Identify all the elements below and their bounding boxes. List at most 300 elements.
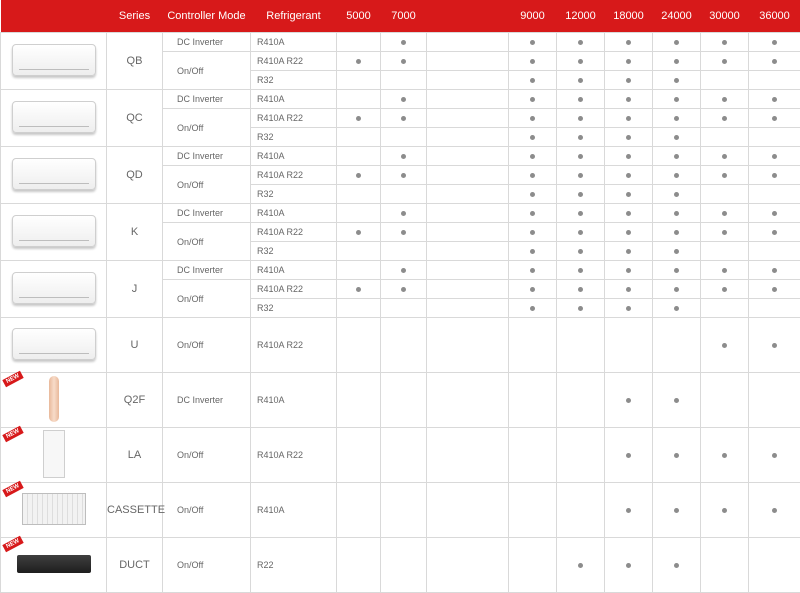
availability-dot-icon xyxy=(626,398,631,403)
capacity-cell xyxy=(557,299,605,318)
availability-dot-icon xyxy=(772,116,777,121)
header-cell: 24000 xyxy=(653,0,701,33)
capacity-cell xyxy=(509,52,557,71)
capacity-cell xyxy=(509,242,557,261)
capacity-cell xyxy=(749,204,800,223)
capacity-cell xyxy=(381,483,427,538)
availability-dot-icon xyxy=(530,268,535,273)
availability-dot-icon xyxy=(530,192,535,197)
availability-dot-icon xyxy=(674,453,679,458)
capacity-cell xyxy=(557,280,605,299)
capacity-cell xyxy=(337,261,381,280)
capacity-cell xyxy=(557,261,605,280)
capacity-cell xyxy=(701,90,749,109)
capacity-cell xyxy=(557,52,605,71)
capacity-cell xyxy=(509,299,557,318)
availability-dot-icon xyxy=(356,287,361,292)
capacity-cell xyxy=(749,373,800,428)
refrigerant: R22 xyxy=(251,538,337,593)
capacity-cell xyxy=(337,223,381,242)
controller-mode: On/Off xyxy=(163,223,251,261)
availability-dot-icon xyxy=(626,173,631,178)
capacity-cell xyxy=(381,204,427,223)
availability-dot-icon xyxy=(674,59,679,64)
wall-split-ac-icon xyxy=(12,272,96,304)
capacity-cell xyxy=(381,538,427,593)
capacity-cell xyxy=(337,299,381,318)
refrigerant: R410A xyxy=(251,373,337,428)
availability-dot-icon xyxy=(356,230,361,235)
series-name: K xyxy=(107,204,163,261)
availability-dot-icon xyxy=(530,249,535,254)
wall-split-ac-icon xyxy=(12,328,96,360)
cassette-ac-icon xyxy=(22,493,86,525)
capacity-cell xyxy=(427,299,509,318)
capacity-cell xyxy=(427,128,509,147)
refrigerant: R410A R22 xyxy=(251,428,337,483)
series-name: CASSETTE xyxy=(107,483,163,538)
capacity-cell xyxy=(653,428,701,483)
capacity-cell xyxy=(749,128,800,147)
controller-mode: On/Off xyxy=(163,52,251,90)
capacity-cell xyxy=(381,428,427,483)
availability-dot-icon xyxy=(722,453,727,458)
capacity-cell xyxy=(509,318,557,373)
capacity-cell xyxy=(381,280,427,299)
availability-dot-icon xyxy=(772,268,777,273)
capacity-cell xyxy=(337,128,381,147)
header-cell: 30000 xyxy=(701,0,749,33)
capacity-cell xyxy=(605,299,653,318)
controller-mode: DC Inverter xyxy=(163,90,251,109)
refrigerant: R410A xyxy=(251,261,337,280)
availability-dot-icon xyxy=(772,287,777,292)
capacity-cell xyxy=(605,261,653,280)
capacity-cell xyxy=(749,261,800,280)
capacity-cell xyxy=(427,242,509,261)
capacity-cell xyxy=(337,538,381,593)
capacity-cell xyxy=(749,538,800,593)
product-image xyxy=(1,538,107,593)
availability-dot-icon xyxy=(401,230,406,235)
capacity-cell xyxy=(701,318,749,373)
series-name: QD xyxy=(107,147,163,204)
availability-dot-icon xyxy=(578,135,583,140)
controller-mode: On/Off xyxy=(163,538,251,593)
capacity-cell xyxy=(509,185,557,204)
header-cell xyxy=(1,0,107,33)
availability-dot-icon xyxy=(356,116,361,121)
controller-mode: On/Off xyxy=(163,280,251,318)
table-row xyxy=(1,90,800,109)
capacity-cell xyxy=(605,128,653,147)
capacity-cell xyxy=(605,90,653,109)
availability-dot-icon xyxy=(578,97,583,102)
availability-dot-icon xyxy=(722,154,727,159)
capacity-cell xyxy=(557,204,605,223)
capacity-cell xyxy=(605,71,653,90)
capacity-cell xyxy=(653,52,701,71)
header-cell: 5000 xyxy=(337,0,381,33)
availability-dot-icon xyxy=(772,211,777,216)
capacity-cell xyxy=(605,242,653,261)
availability-dot-icon xyxy=(674,78,679,83)
availability-dot-icon xyxy=(722,97,727,102)
capacity-cell xyxy=(653,538,701,593)
availability-dot-icon xyxy=(674,40,679,45)
capacity-cell xyxy=(701,428,749,483)
capacity-cell xyxy=(653,71,701,90)
availability-dot-icon xyxy=(530,230,535,235)
series-name: U xyxy=(107,318,163,373)
capacity-cell xyxy=(605,223,653,242)
capacity-cell xyxy=(557,428,605,483)
availability-dot-icon xyxy=(674,563,679,568)
refrigerant: R410A xyxy=(251,33,337,52)
availability-dot-icon xyxy=(530,306,535,311)
product-image xyxy=(1,261,107,318)
capacity-cell xyxy=(653,242,701,261)
refrigerant: R410A xyxy=(251,204,337,223)
table-row xyxy=(1,428,800,483)
capacity-cell xyxy=(337,90,381,109)
capacity-cell xyxy=(509,90,557,109)
availability-dot-icon xyxy=(578,154,583,159)
availability-dot-icon xyxy=(578,78,583,83)
refrigerant: R410A R22 xyxy=(251,52,337,71)
capacity-cell xyxy=(701,204,749,223)
availability-dot-icon xyxy=(530,173,535,178)
capacity-cell xyxy=(653,483,701,538)
capacity-cell xyxy=(605,185,653,204)
availability-dot-icon xyxy=(401,268,406,273)
capacity-cell xyxy=(605,52,653,71)
capacity-cell xyxy=(427,147,509,166)
availability-dot-icon xyxy=(772,453,777,458)
availability-dot-icon xyxy=(722,211,727,216)
capacity-cell xyxy=(701,166,749,185)
capacity-cell xyxy=(749,33,800,52)
capacity-cell xyxy=(381,318,427,373)
product-image xyxy=(1,33,107,90)
availability-dot-icon xyxy=(626,97,631,102)
capacity-cell xyxy=(701,147,749,166)
controller-mode: DC Inverter xyxy=(163,204,251,223)
capacity-cell xyxy=(509,71,557,90)
availability-dot-icon xyxy=(401,211,406,216)
availability-dot-icon xyxy=(578,59,583,64)
capacity-cell xyxy=(749,71,800,90)
wall-split-ac-icon xyxy=(12,158,96,190)
availability-dot-icon xyxy=(626,306,631,311)
capacity-cell xyxy=(653,166,701,185)
availability-dot-icon xyxy=(626,135,631,140)
availability-dot-icon xyxy=(578,211,583,216)
capacity-cell xyxy=(605,538,653,593)
capacity-cell xyxy=(701,299,749,318)
availability-dot-icon xyxy=(722,287,727,292)
refrigerant: R410A xyxy=(251,147,337,166)
table-row xyxy=(1,33,800,52)
capacity-cell xyxy=(701,223,749,242)
capacity-cell xyxy=(427,166,509,185)
availability-dot-icon xyxy=(722,59,727,64)
capacity-cell xyxy=(605,33,653,52)
availability-dot-icon xyxy=(722,343,727,348)
capacity-cell xyxy=(653,90,701,109)
capacity-cell xyxy=(337,166,381,185)
capacity-cell xyxy=(701,109,749,128)
availability-dot-icon xyxy=(578,192,583,197)
capacity-cell xyxy=(701,33,749,52)
availability-dot-icon xyxy=(626,268,631,273)
availability-dot-icon xyxy=(722,116,727,121)
capacity-cell xyxy=(557,483,605,538)
availability-dot-icon xyxy=(578,306,583,311)
series-name: LA xyxy=(107,428,163,483)
capacity-cell xyxy=(701,483,749,538)
availability-dot-icon xyxy=(626,453,631,458)
availability-dot-icon xyxy=(530,40,535,45)
capacity-cell xyxy=(653,318,701,373)
capacity-cell xyxy=(509,261,557,280)
capacity-cell xyxy=(749,166,800,185)
refrigerant: R410A xyxy=(251,90,337,109)
capacity-cell xyxy=(653,261,701,280)
availability-dot-icon xyxy=(401,173,406,178)
availability-dot-icon xyxy=(674,135,679,140)
capacity-cell xyxy=(701,280,749,299)
availability-dot-icon xyxy=(674,97,679,102)
availability-dot-icon xyxy=(674,306,679,311)
availability-dot-icon xyxy=(626,154,631,159)
availability-dot-icon xyxy=(578,116,583,121)
controller-mode: DC Inverter xyxy=(163,261,251,280)
capacity-cell xyxy=(749,90,800,109)
capacity-cell xyxy=(557,538,605,593)
availability-dot-icon xyxy=(530,135,535,140)
capacity-cell xyxy=(653,109,701,128)
capacity-cell xyxy=(557,223,605,242)
refrigerant: R32 xyxy=(251,128,337,147)
capacity-cell xyxy=(381,261,427,280)
controller-mode: On/Off xyxy=(163,109,251,147)
capacity-cell xyxy=(381,90,427,109)
header-cell: 12000 xyxy=(557,0,605,33)
availability-dot-icon xyxy=(674,249,679,254)
availability-dot-icon xyxy=(674,508,679,513)
capacity-cell xyxy=(749,280,800,299)
capacity-cell xyxy=(509,223,557,242)
capacity-cell xyxy=(381,52,427,71)
availability-dot-icon xyxy=(626,287,631,292)
header-cell: Refrigerant xyxy=(251,0,337,33)
availability-dot-icon xyxy=(401,97,406,102)
capacity-cell xyxy=(557,373,605,428)
availability-dot-icon xyxy=(722,40,727,45)
capacity-cell xyxy=(381,223,427,242)
controller-mode: On/Off xyxy=(163,318,251,373)
refrigerant: R410A R22 xyxy=(251,223,337,242)
capacity-cell xyxy=(381,128,427,147)
capacity-cell xyxy=(509,373,557,428)
table-row xyxy=(1,318,800,373)
capacity-cell xyxy=(557,128,605,147)
capacity-cell xyxy=(509,109,557,128)
capacity-cell xyxy=(337,71,381,90)
capacity-cell xyxy=(557,109,605,128)
refrigerant: R32 xyxy=(251,299,337,318)
capacity-cell xyxy=(557,90,605,109)
capacity-cell xyxy=(427,538,509,593)
capacity-cell xyxy=(701,373,749,428)
capacity-cell xyxy=(337,242,381,261)
capacity-cell xyxy=(701,242,749,261)
series-name: QB xyxy=(107,33,163,90)
availability-dot-icon xyxy=(674,173,679,178)
capacity-cell xyxy=(653,147,701,166)
capacity-cell xyxy=(337,428,381,483)
availability-dot-icon xyxy=(530,97,535,102)
capacity-cell xyxy=(701,538,749,593)
capacity-cell xyxy=(605,318,653,373)
table-row xyxy=(1,147,800,166)
capacity-cell xyxy=(605,204,653,223)
capacity-cell xyxy=(381,71,427,90)
availability-dot-icon xyxy=(356,59,361,64)
availability-dot-icon xyxy=(674,230,679,235)
capacity-cell xyxy=(509,483,557,538)
availability-dot-icon xyxy=(772,97,777,102)
series-name: QC xyxy=(107,90,163,147)
capacity-cell xyxy=(653,204,701,223)
availability-dot-icon xyxy=(626,249,631,254)
capacity-cell xyxy=(427,223,509,242)
series-name: Q2F xyxy=(107,373,163,428)
capacity-cell xyxy=(337,33,381,52)
availability-dot-icon xyxy=(772,173,777,178)
availability-dot-icon xyxy=(578,230,583,235)
capacity-cell xyxy=(605,373,653,428)
capacity-cell xyxy=(509,147,557,166)
availability-dot-icon xyxy=(674,287,679,292)
capacity-cell xyxy=(653,299,701,318)
availability-dot-icon xyxy=(530,211,535,216)
new-badge: NEW xyxy=(2,371,23,387)
capacity-cell xyxy=(509,280,557,299)
product-image xyxy=(1,428,107,483)
capacity-cell xyxy=(653,223,701,242)
availability-dot-icon xyxy=(772,154,777,159)
availability-dot-icon xyxy=(674,268,679,273)
capacity-cell xyxy=(337,185,381,204)
capacity-cell xyxy=(749,299,800,318)
capacity-cell xyxy=(605,483,653,538)
wall-split-ac-icon xyxy=(12,44,96,76)
capacity-cell xyxy=(749,318,800,373)
availability-dot-icon xyxy=(772,230,777,235)
refrigerant: R410A R22 xyxy=(251,280,337,299)
capacity-cell xyxy=(337,318,381,373)
header-row xyxy=(1,0,800,33)
refrigerant: R410A R22 xyxy=(251,109,337,128)
capacity-cell xyxy=(427,318,509,373)
capacity-cell xyxy=(749,242,800,261)
capacity-cell xyxy=(337,52,381,71)
refrigerant: R410A R22 xyxy=(251,166,337,185)
capacity-cell xyxy=(701,261,749,280)
availability-dot-icon xyxy=(578,563,583,568)
capacity-cell xyxy=(605,166,653,185)
capacity-cell xyxy=(427,185,509,204)
availability-dot-icon xyxy=(578,40,583,45)
availability-dot-icon xyxy=(674,154,679,159)
availability-dot-icon xyxy=(626,230,631,235)
table-row xyxy=(1,483,800,538)
capacity-cell xyxy=(653,33,701,52)
availability-dot-icon xyxy=(530,78,535,83)
capacity-cell xyxy=(427,261,509,280)
capacity-cell xyxy=(381,299,427,318)
capacity-cell xyxy=(427,483,509,538)
controller-mode: On/Off xyxy=(163,166,251,204)
capacity-cell xyxy=(509,204,557,223)
availability-dot-icon xyxy=(722,230,727,235)
controller-mode: On/Off xyxy=(163,483,251,538)
availability-dot-icon xyxy=(626,192,631,197)
capacity-cell xyxy=(749,109,800,128)
availability-dot-icon xyxy=(401,40,406,45)
table-row xyxy=(1,261,800,280)
availability-dot-icon xyxy=(772,508,777,513)
controller-mode: DC Inverter xyxy=(163,373,251,428)
capacity-cell xyxy=(749,428,800,483)
availability-dot-icon xyxy=(626,563,631,568)
new-badge: NEW xyxy=(2,536,23,552)
product-image xyxy=(1,483,107,538)
capacity-cell xyxy=(749,223,800,242)
capacity-cell xyxy=(337,280,381,299)
capacity-cell xyxy=(653,373,701,428)
capacity-cell xyxy=(605,428,653,483)
capacity-cell xyxy=(557,33,605,52)
availability-dot-icon xyxy=(674,398,679,403)
capacity-cell xyxy=(749,52,800,71)
capacity-cell xyxy=(427,33,509,52)
capacity-cell xyxy=(337,204,381,223)
refrigerant: R32 xyxy=(251,242,337,261)
capacity-cell xyxy=(557,242,605,261)
availability-dot-icon xyxy=(578,287,583,292)
availability-dot-icon xyxy=(530,154,535,159)
availability-dot-icon xyxy=(674,211,679,216)
wall-split-ac-icon xyxy=(12,215,96,247)
capacity-cell xyxy=(427,52,509,71)
capacity-cell xyxy=(557,71,605,90)
capacity-cell xyxy=(509,538,557,593)
availability-dot-icon xyxy=(722,173,727,178)
capacity-cell xyxy=(749,483,800,538)
product-image xyxy=(1,318,107,373)
availability-dot-icon xyxy=(530,116,535,121)
availability-dot-icon xyxy=(626,508,631,513)
capacity-cell xyxy=(557,147,605,166)
availability-dot-icon xyxy=(626,116,631,121)
table-row xyxy=(1,373,800,428)
duct-ac-icon xyxy=(17,555,91,573)
capacity-cell xyxy=(337,373,381,428)
header-cell: 36000 xyxy=(749,0,800,33)
